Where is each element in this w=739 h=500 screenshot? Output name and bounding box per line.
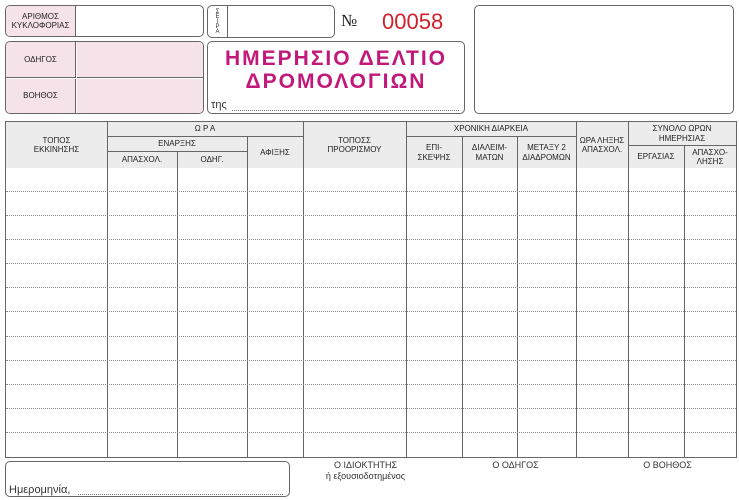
col-employ: ΑΠΑΣΧΟ- ΛΗΣΗΣ [684,146,736,168]
col-arrival: ΑΦΙΞΗΣ [247,137,303,168]
table-row[interactable] [6,361,736,385]
col-start-employ: ΑΠΑΣΧΟΛ. [107,152,177,168]
date-prefix: της [211,99,227,111]
divider [462,137,463,168]
series-label: ΣΕΙΡΑ [208,6,228,37]
driver-assistant-box [5,41,204,114]
col-time: Ω Ρ Α [107,122,303,137]
table-row[interactable] [6,168,736,192]
serial-number: 00058 [382,9,444,34]
table-row[interactable] [6,337,736,361]
date-box [5,461,290,497]
number-prefix: № [341,11,358,30]
col-destination: ΤΟΠΟΣΣ ΠΡΟΟΡΙΣΜΟΥ [303,122,406,168]
date-of-field[interactable] [232,99,459,111]
owner-signature [308,460,423,483]
routes-table [5,121,737,458]
table-row[interactable] [6,288,736,312]
col-between: ΜΕΤΑΞΥ 2 ΔΙΑΔΡΟΜΩΝ [517,137,576,168]
divider [247,137,248,168]
registration-field-box [5,5,204,37]
col-start-drive: ΟΔΗΓ. [177,152,247,168]
table-row[interactable] [6,192,736,216]
col-start-place: ΤΟΠΟΣ ΕΚΚΙΝΗΣΗΣ [6,122,107,168]
col-duration: ΧΡΟΝΙΚΗ ΔΙΑΡΚΕΙΑ [406,122,576,137]
form-title [208,47,464,93]
divider [177,152,178,168]
date-field[interactable] [78,483,283,495]
divider [517,137,518,168]
stamp-box[interactable] [474,5,734,114]
date-label: Ημερομηνία, [9,484,71,496]
driver-label: ΟΔΗΓΟΣ [6,42,76,78]
assistant-input[interactable] [77,79,203,113]
driver-signature: Ο ΟΔΗΓΟΣ [492,460,539,470]
registration-label: ΑΡΙΘΜΟΣ ΚΥΚΛΟΦΟΡΙΑΣ [6,6,76,36]
registration-input[interactable] [77,6,203,36]
driver-input[interactable] [77,42,203,78]
col-work: ΕΡΓΑΣΙΑΣ [628,146,684,168]
table-row[interactable] [6,313,736,337]
series-input[interactable] [229,6,334,37]
col-start: ΕΝΑΡΞΗΣ [107,137,247,152]
col-total: ΣΥΝΟΛΟ ΩΡΩΝ ΗΜΕΡΗΣΙΑΣ [628,122,736,146]
table-row[interactable] [6,409,736,433]
table-row[interactable] [6,433,736,457]
table-row[interactable] [6,385,736,409]
form-title-line2: ΔΡΟΜΟΛΟΓΙΩΝ [245,70,427,94]
title-box [207,41,465,114]
table-row[interactable] [6,216,736,240]
col-breaks: ΔΙΑΛΕΙΜ- ΜΑΤΩΝ [462,137,517,168]
table-body[interactable] [6,168,736,457]
form-title-line1: ΗΜΕΡΗΣΙΟ ΔΕΛΤΙΟ [224,47,448,70]
owner-line2: ή εξουσιοδοτημένος [325,471,406,482]
owner-line1: Ο ΙΔΙΟΚΤΗΤΗΣ [333,460,398,470]
table-row[interactable] [6,240,736,264]
col-end-time: ΩΡΑ ΛΗΞΗΣ ΑΠΑΣΧΟΛ. [576,122,628,168]
divider [684,146,685,168]
assistant-label: ΒΟΗΘΟΣ [6,79,76,113]
assistant-signature: Ο ΒΟΗΘΟΣ [643,460,692,470]
series-box [207,5,335,38]
table-row[interactable] [6,264,736,288]
col-visit: ΕΠΙ- ΣΚΕΨΗΣ [406,137,462,168]
